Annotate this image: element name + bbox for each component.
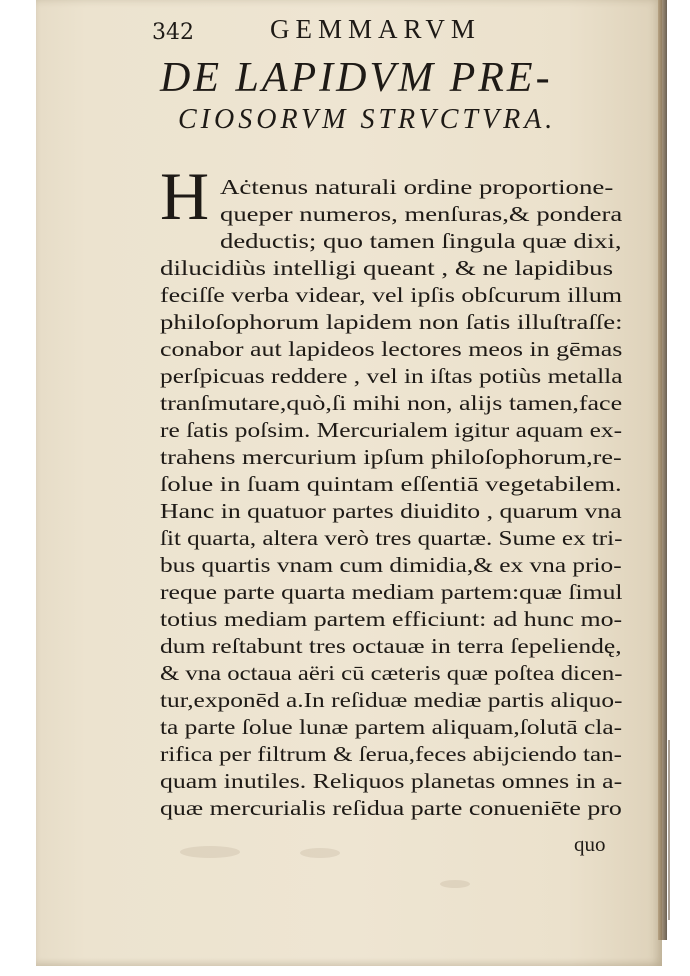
page-number: 342 bbox=[152, 20, 194, 45]
body-line: dum reſtabunt tres octauæ in terra ſepeliendę, bbox=[160, 634, 622, 658]
chapter-heading-line-2: CIOSORVM STRVCTVRA. bbox=[178, 104, 557, 135]
body-line: quæ mercurialis reſidua parte conueniēte pro bbox=[160, 796, 622, 820]
body-line: perſpicuas reddere , vel in iſtas potiùs metalla bbox=[160, 364, 623, 388]
body-line: trahens mercurium ipſum philoſophorum,re- bbox=[160, 445, 622, 469]
body-line: Hanc in quatuor partes diuidito , quarum vna bbox=[160, 499, 622, 523]
body-line: feciſſe verba videar, vel ipſis obſcurum illum bbox=[160, 283, 623, 307]
body-line: rifica per filtrum & ſerua,feces abijciendo tan- bbox=[160, 742, 622, 766]
paper-stain bbox=[180, 846, 240, 858]
body-line: queper numeros, menſuras,& pondera bbox=[220, 202, 623, 226]
body-line: tranſmutare,quò,ſi mihi non, alijs tamen,face bbox=[160, 391, 623, 415]
body-line: re ſatis poſsim. Mercurialem igitur aquam ex- bbox=[160, 418, 623, 442]
body-line: deductis; quo tamen ſingula quæ dixi, bbox=[220, 229, 622, 253]
body-line: tur,exponēd a.In reſiduæ mediæ partis aliquo- bbox=[160, 688, 623, 712]
body-line: ſit quarta, altera verò tres quartæ. Sume ex tri- bbox=[160, 526, 623, 550]
catchword: quo bbox=[574, 832, 606, 856]
paper-stain bbox=[440, 880, 470, 888]
body-line: ta parte ſolue lunæ partem aliquam,ſolutā cla- bbox=[160, 715, 623, 739]
body-line: bus quartis vnam cum dimidia,& ex vna prio- bbox=[160, 553, 622, 577]
body-line: dilucidiùs intelligi queant , & ne lapidibus bbox=[160, 256, 614, 280]
body-line: reque parte quarta mediam partem:quæ ſimul bbox=[160, 580, 623, 604]
body-line: quam inutiles. Reliquos planetas omnes in a- bbox=[160, 769, 623, 793]
page-gutter-shadow bbox=[658, 0, 667, 940]
body-line: philoſophorum lapidem non ſatis illuſtraſſe: bbox=[160, 310, 623, 334]
drop-cap: H bbox=[160, 158, 210, 234]
running-title: GEMMARVM bbox=[270, 14, 481, 44]
body-line: totius mediam partem efficiunt: ad hunc mo- bbox=[160, 607, 623, 631]
paper-stain bbox=[300, 848, 340, 858]
chapter-heading-line-1: DE LAPIDVM PRE- bbox=[160, 55, 553, 101]
body-line: conabor aut lapideos lectores meos in gēmas bbox=[160, 337, 623, 361]
page-edge-line bbox=[668, 740, 670, 920]
body-line: ſolue in ſuam quintam eſſentiā vegetabilem. bbox=[160, 472, 622, 496]
running-head bbox=[150, 12, 570, 46]
body-line: Aċtenus naturali ordine proportione- bbox=[220, 175, 614, 199]
body-line: & vna octaua aëri cū cæteris quæ poſtea dicen- bbox=[160, 661, 623, 685]
